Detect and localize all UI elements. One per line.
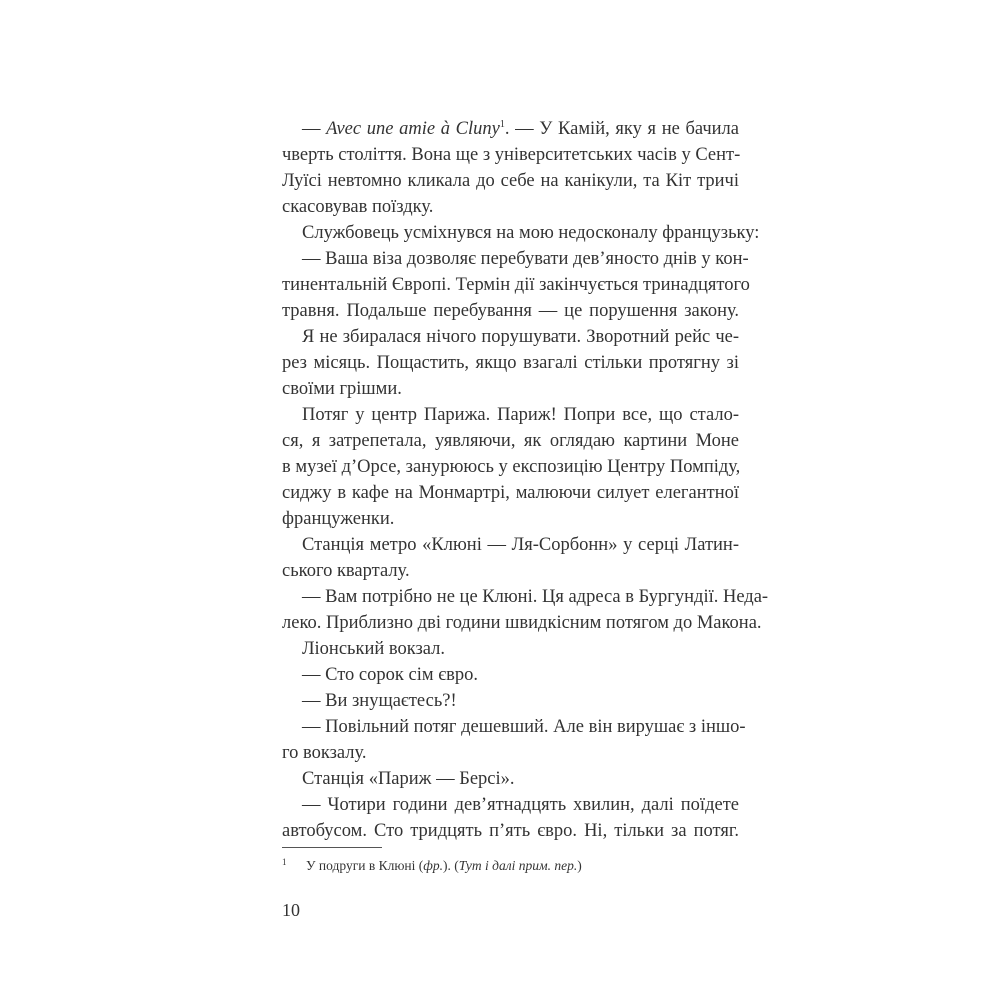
footnote-abbrev: фр. (423, 858, 443, 873)
text-line: Луїсі невтомно кликала до себе на канікули, та Кіт тричі (282, 171, 739, 191)
text-line: Станція «Париж — Берсі». (302, 769, 515, 789)
text-line: леко. Приблизно дві години швидкісним потягом до Макона. (282, 613, 762, 633)
text-line: — Ви знущаєтесь?! (302, 691, 457, 711)
dash: — (302, 119, 327, 139)
text-line (302, 116, 739, 142)
footnote-divider (282, 847, 382, 848)
text-line: ського кварталу. (282, 561, 410, 581)
page-number: 10 (282, 900, 300, 920)
text-line: чверть століття. Вона ще з університетських часів у Сент- (282, 145, 741, 165)
french-phrase: Avec une amie à Cluny (326, 119, 500, 139)
text-line: в музеї д’Орсе, занурююсь у експозицію Центру Помпіду, (282, 457, 741, 477)
text-line: — Чотири години дев’ятнадцять хвилин, далі поїдете (302, 795, 739, 815)
text-line: — Ваша віза дозволяє перебувати дев’яносто днів у кон- (302, 249, 749, 269)
text-line: травня. Подальше перебування — це порушення закону. (282, 301, 739, 321)
text-line: сиджу в кафе на Монмартрі, малюючи силует елегантної (282, 483, 739, 503)
text-line: Потяг у центр Парижа. Париж! Попри все, що стало- (302, 405, 739, 425)
footnote-text: ) (577, 858, 582, 873)
text-line: Станція метро «Клюні — Ля-Сорбонн» у серці Латин- (302, 535, 739, 555)
footnote: 1 У подруги в Клюні (фр.). (Тут і далі прим. пер.) (282, 857, 582, 873)
text-line: Я не збиралася нічого порушувати. Зворотний рейс че- (302, 327, 739, 347)
text-line: ся, я затрепетала, уявляючи, як оглядаю картини Моне (282, 431, 739, 451)
footnote-translator-note: Тут і далі прим. пер. (458, 858, 578, 873)
text-line: — Вам потрібно не це Клюні. Ця адреса в Бургундії. Неда- (302, 587, 769, 607)
text-line: автобусом. Сто тридцять п’ять євро. Ні, тільки за потяг. (282, 821, 739, 841)
text-line: — Сто сорок сім євро. (302, 665, 478, 685)
text-line: тинентальній Європі. Термін дії закінчується тринадцятого (282, 275, 750, 295)
text-line: рез місяць. Пощастить, якщо взагалі стільки протягну зі (282, 353, 739, 373)
text-line: Службовець усміхнувся на мою недосконалу французьку: (302, 223, 760, 243)
text-line: француженки. (282, 509, 395, 529)
footnote-text: У подруги в Клюні ( (306, 858, 424, 873)
footnote-text: ). ( (443, 858, 459, 873)
footnote-reference: 1 (499, 119, 505, 130)
text-line: Ліонський вокзал. (302, 639, 446, 659)
text-line: своїми грішми. (282, 379, 402, 399)
text-segment: . — У Камій, яку я не бачила (504, 119, 740, 139)
text-line: го вокзалу. (282, 743, 367, 763)
text-line: — Повільний потяг дешевший. Але він вирушає з іншо- (302, 717, 746, 737)
text-line: скасовував поїздку. (282, 197, 434, 217)
